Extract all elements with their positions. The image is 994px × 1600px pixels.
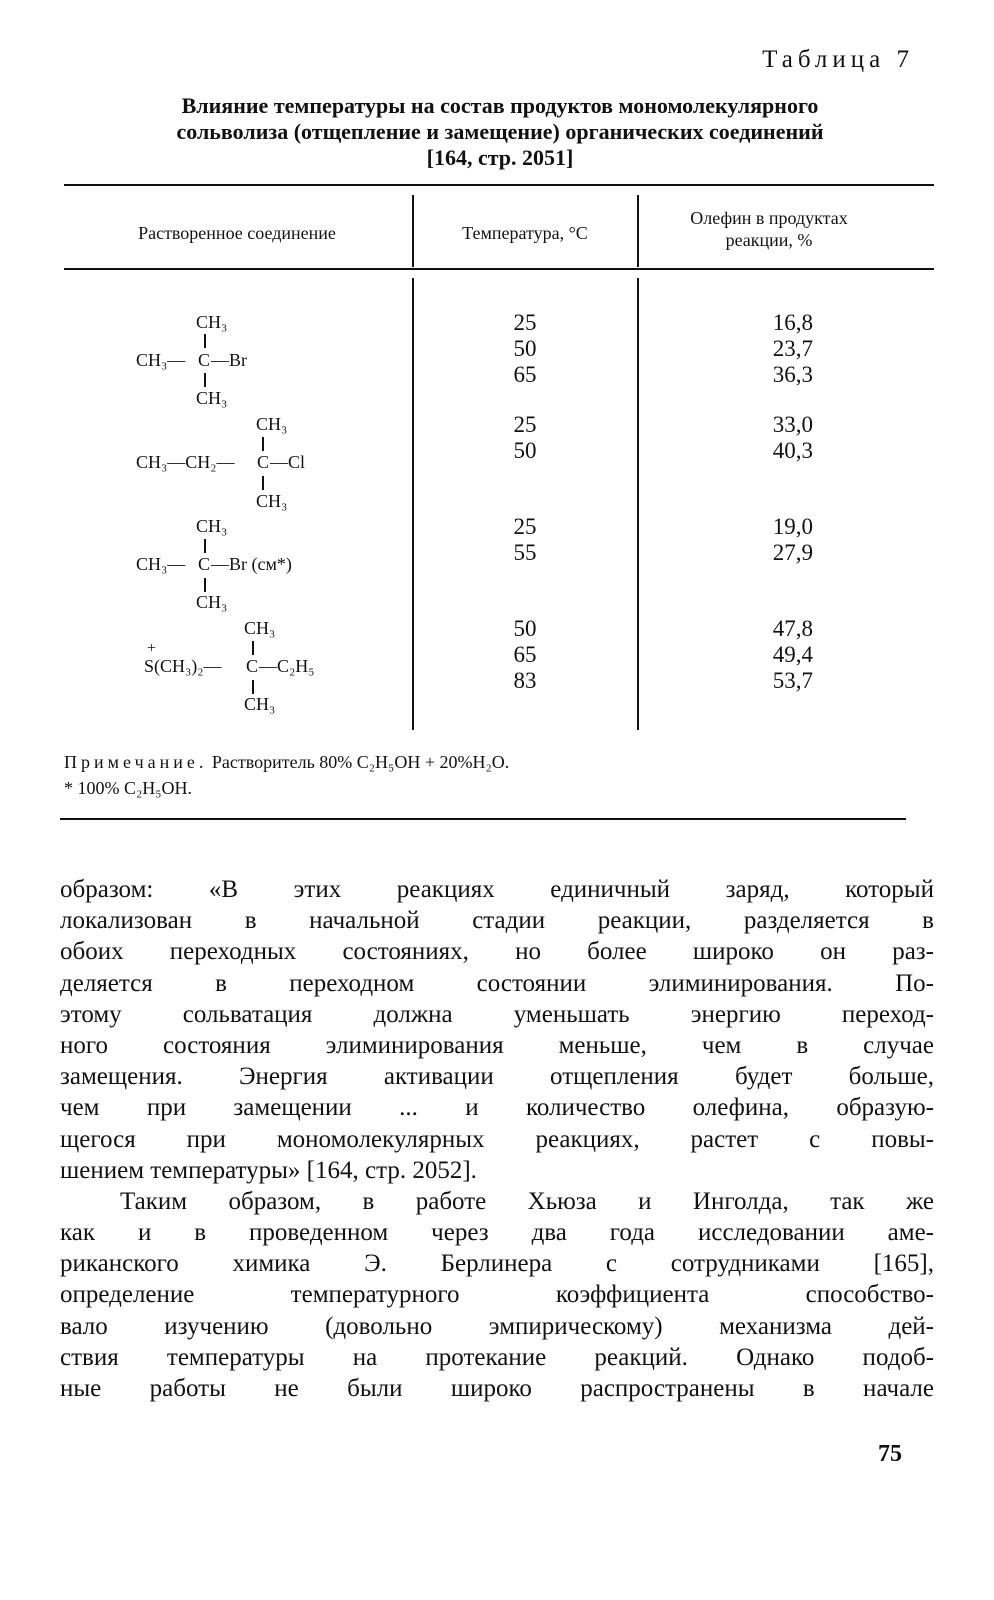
text-line: образом: «В этих реакциях единичный заряд, который [60, 876, 934, 903]
temperature-value: 83 [513, 668, 537, 693]
text-line: щегося при мономолекулярных реакциях, растет с повы- [60, 1125, 934, 1153]
caption-line: Влияние температуры на состав продуктов мономолекулярного [181, 93, 819, 118]
formula-top: CH₃ [196, 312, 228, 332]
olefin-value: 40,3 [772, 438, 813, 463]
temperature-value: 65 [513, 642, 537, 667]
body-text [60, 874, 934, 1404]
table-header-rule [64, 268, 934, 270]
olefin-value: 16,8 [772, 310, 813, 335]
bond-line [262, 476, 264, 490]
temperature-cell [495, 514, 555, 566]
temperature-value: 65 [513, 362, 537, 387]
olefin-value: 47,8 [772, 616, 813, 641]
page-number: 75 [878, 1441, 902, 1467]
text-line: риканского химика Э. Берлинера с сотрудниками [165], [60, 1250, 934, 1278]
header-temperature: Температура, °С [462, 223, 588, 243]
text-line: ствия температуры на протекание реакций. Однако подоб- [60, 1343, 934, 1371]
table-top-rule [64, 184, 934, 186]
column-divider [412, 278, 414, 730]
header-olefin-line: реакции, % [725, 230, 813, 250]
olefin-value: 23,7 [772, 336, 813, 361]
text-line: обоих переходных состояниях, но более широко он раз- [60, 938, 934, 966]
formula-main-left: CH₃— [136, 554, 186, 574]
olefin-cell [733, 514, 813, 566]
formula-center: C [198, 554, 211, 574]
olefin-cell [733, 310, 813, 388]
formula-bottom: CH₃ [256, 491, 288, 511]
formula-bottom: CH₃ [196, 592, 228, 612]
olefin-cell [733, 616, 813, 694]
bond-line [252, 641, 254, 655]
formula-main-right: —Br (см*) [211, 554, 292, 574]
temperature-cell [495, 412, 555, 464]
table-bottom-rule [60, 818, 906, 820]
temperature-value: 25 [513, 310, 537, 335]
olefin-value: 33,0 [772, 412, 813, 437]
text-line: этому сольватация должна уменьшать энергию переход- [60, 1000, 934, 1028]
text-line: ного состояния элиминирования меньше, чем в случае [60, 1031, 934, 1059]
caption-line: [164, стр. 2051] [426, 145, 574, 170]
note-text: Растворитель 80% C₂H₅OH + 20%H₂O. [211, 752, 510, 772]
formula-bottom: CH₃ [196, 388, 228, 408]
bond-line [204, 334, 206, 348]
text-line: Таким образом, в работе Хьюза и Инголда, так же [120, 1187, 934, 1215]
temperature-value: 25 [513, 514, 537, 539]
header-olefin-line: Олефин в продуктах [690, 208, 848, 228]
table-label: Таблица 7 [762, 46, 914, 73]
formula-main-right: —Br [211, 350, 247, 370]
olefin-value: 19,0 [772, 514, 813, 539]
temperature-value: 25 [513, 412, 537, 437]
table-note [64, 752, 509, 773]
temperature-cell [495, 616, 555, 694]
header-compound: Растворенное соединение [138, 223, 336, 243]
text-line: вало изучению (довольно эмпирическому) механизма дей- [60, 1312, 934, 1340]
olefin-cell [733, 412, 813, 464]
header-olefin [639, 207, 899, 251]
formula-center: C [246, 656, 259, 676]
text-line: как и в проведенном через два года исследовании аме- [60, 1219, 934, 1247]
text-line: определение температурного коэффициента способство- [60, 1281, 934, 1309]
table-footnote: * 100% C₂H₅OH. [64, 778, 193, 798]
bond-line [262, 437, 264, 451]
olefin-value: 27,9 [772, 540, 813, 565]
text-line: деляется в переходном состоянии элиминирования. По- [60, 969, 934, 997]
formula-center: C [257, 452, 270, 472]
formula-main-left: CH₃— [136, 350, 186, 370]
formula-main-left: S(CH₃)₂— [144, 656, 222, 676]
bond-line [204, 578, 206, 592]
bond-line [204, 373, 206, 387]
charge-sign: + [147, 640, 157, 657]
bond-line [252, 680, 254, 694]
text-line: замещения. Энергия активации отщепления будет больше, [60, 1063, 934, 1091]
olefin-value: 36,3 [772, 362, 813, 387]
caption-line: сольволиза (отщепление и замещение) органических соединений [176, 119, 824, 144]
formula-main-right: —Cl [270, 452, 306, 472]
formula-top: CH₃ [244, 618, 276, 638]
temperature-value: 55 [513, 540, 537, 565]
formula-center: C [198, 350, 211, 370]
text-line: шением температуры» [164, стр. 2052]. [60, 1156, 477, 1184]
formula-top: CH₃ [196, 516, 228, 536]
text-line: ные работы не были широко распространены в начале [60, 1375, 934, 1402]
olefin-value: 53,7 [772, 668, 813, 693]
text-line: чем при замещении ... и количество олефина, образую- [60, 1094, 934, 1122]
table-caption [60, 93, 940, 171]
formula-main-right: —C₂H₅ [259, 656, 315, 676]
olefin-value: 49,4 [772, 642, 813, 667]
temperature-value: 50 [513, 616, 537, 641]
formula-main-left: CH₃—CH₂— [136, 452, 235, 472]
text-line: локализован в начальной стадии реакции, разделяется в [60, 907, 934, 935]
bond-line [204, 539, 206, 553]
note-label: Примечание. [64, 752, 208, 772]
temperature-value: 50 [513, 336, 537, 361]
temperature-value: 50 [513, 438, 537, 463]
formula-top: CH₃ [256, 414, 288, 434]
formula-bottom: CH₃ [244, 694, 276, 714]
temperature-cell [495, 310, 555, 388]
column-divider [637, 278, 639, 730]
